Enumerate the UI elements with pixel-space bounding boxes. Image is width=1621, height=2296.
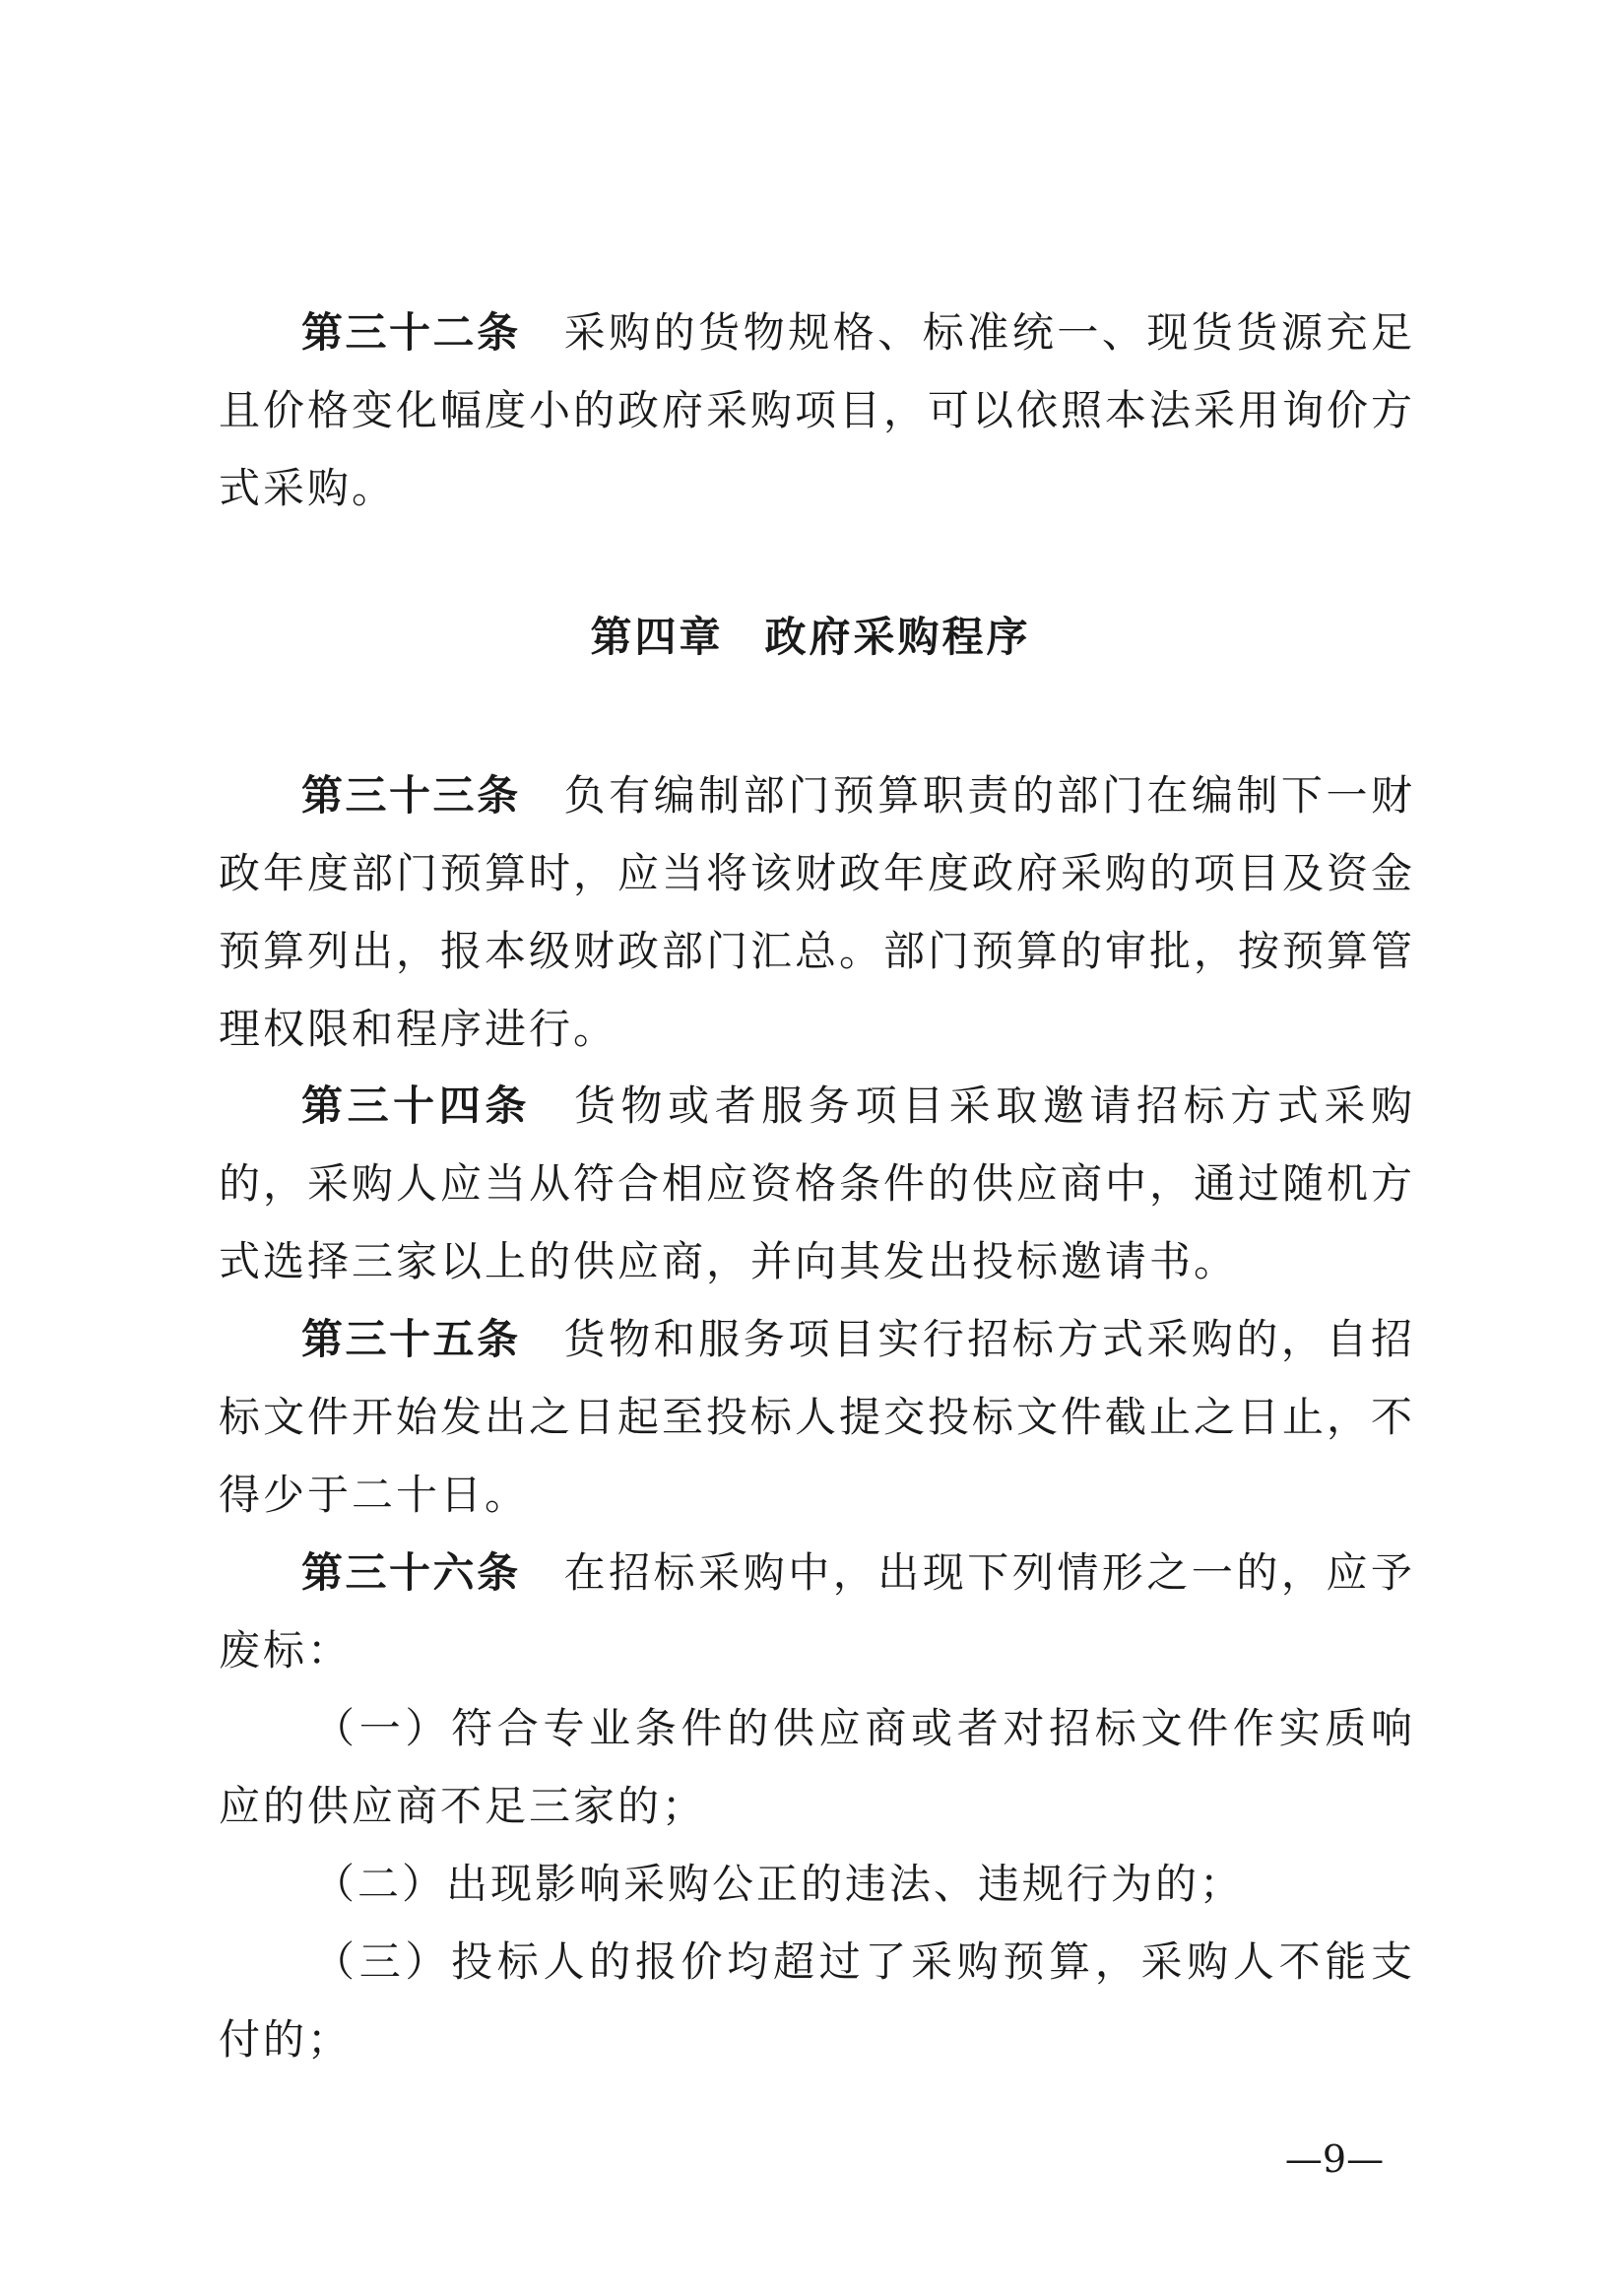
list-item: （一）符合专业条件的供应商或者对招标文件作实质响应的供应商不足三家的； [219, 1704, 1415, 1830]
list-item: （三）投标人的报价均超过了采购预算，采购人不能支付的； [219, 1937, 1415, 2064]
article-34-text: 货物或者服务项目采取邀请招标方式采购的，采购人应当从符合相应资格条件的供应商中，通过随机方式选择三家以上的供应商，并向其发出投标邀请书。 [219, 1082, 1416, 1285]
article-36-text: 在招标采购中，出现下列情形之一的，应予废标： [219, 1548, 1415, 1674]
article-35-text: 货物和服务项目实行招标方式采购的，自招标文件开始发出之日起至投标人提交投标文件截止之日止，不得少于二十日。 [219, 1315, 1416, 1519]
list-item: （二）出现影响采购公正的违法、违规行为的； [313, 1860, 1245, 1908]
article-32-text: 采购的货物规格、标准统一、现货货源充足且价格变化幅度小的政府采购项目，可以依照本法采用询价方式采购。 [219, 308, 1416, 512]
article-33 [219, 756, 1415, 1068]
article-34 [219, 1067, 1415, 1300]
article-33-text: 负有编制部门预算职责的部门在编制下一财政年度部门预算时，应当将该财政年度政府采购的项目及资金预算列出，报本级财政部门汇总。部门预算的审批，按预算管理权限和程序进行。 [219, 771, 1416, 1053]
page-number: —9— [1284, 2137, 1385, 2181]
article-36 [219, 1534, 1415, 1689]
chapter-number: 第四章 [590, 613, 724, 661]
chapter-heading [0, 603, 1621, 672]
article-34-number: 第三十四条 [301, 1082, 531, 1130]
article-32 [219, 294, 1415, 527]
article-33-number: 第三十三条 [301, 771, 521, 820]
chapter-title: 政府采购程序 [764, 613, 1031, 661]
article-36-number: 第三十六条 [301, 1548, 521, 1597]
article-35-number: 第三十五条 [301, 1315, 521, 1363]
article-35 [219, 1300, 1415, 1534]
article-32-number: 第三十二条 [301, 308, 521, 357]
